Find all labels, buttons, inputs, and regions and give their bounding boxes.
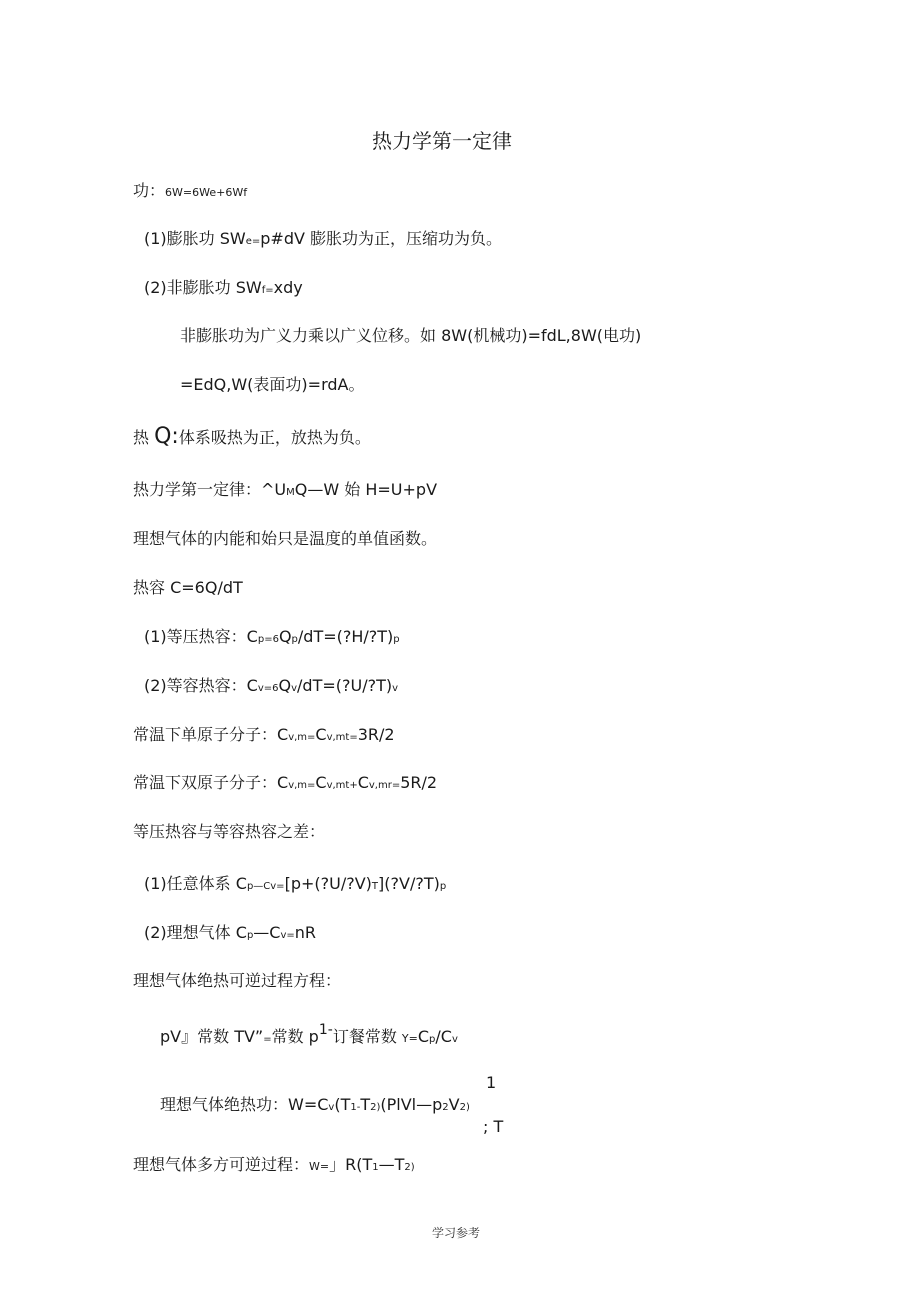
first-law: 热力学第一定律：^UMQ—W 始 H=U+pV bbox=[133, 480, 438, 499]
cv-definition: (2)等容热容：Cv=6Qv/dT=(?U/?T)v bbox=[144, 676, 399, 695]
expansion-work: (1)膨胀功 SWe=p#dV 膨胀功为正，压缩功为负。 bbox=[144, 229, 503, 248]
diatomic-cv: 常温下双原子分子：Cv,m=Cv,mt+Cv,mr=5R/2 bbox=[133, 773, 438, 792]
page-footer: 学习参考 bbox=[431, 1226, 480, 1240]
ideal-gas-note: 理想气体的内能和始只是温度的单值函数。 bbox=[133, 529, 438, 548]
cp-definition: (1)等压热容：Cp=6Qp/dT=(?H/?T)p bbox=[144, 627, 400, 646]
polytropic-work: 理想气体多方可逆过程：W=」R(T1—T2) bbox=[133, 1155, 415, 1174]
difference-ideal-gas: (2)理想气体 Cp—Cv=nR bbox=[144, 923, 317, 942]
monatomic-cv: 常温下单原子分子：Cv,m=Cv,mt=3R/2 bbox=[133, 725, 395, 744]
heat-capacity: 热容 C=6Q/dT bbox=[133, 578, 243, 597]
adiabatic-equation: pV』常数 TV”=常数 p1-订餐常数 Y=Cp/Cv bbox=[160, 1022, 458, 1046]
difference-any-system: (1)任意体系 Cp—Cv=[p+(?U/?V)T](?V/?T)p bbox=[144, 874, 447, 893]
work-definition: 功：6W=6We+6Wf bbox=[133, 181, 248, 200]
non-expansion-desc-2: =EdQ,W(表面功)=rdA。 bbox=[180, 375, 365, 394]
heat-definition: 热 Q:体系吸热为正，放热为负。 bbox=[133, 424, 371, 449]
capacity-difference-heading: 等压热容与等容热容之差： bbox=[133, 822, 326, 841]
page-title: 热力学第一定律 bbox=[372, 129, 512, 153]
adiabatic-work-fraction-top: 1 bbox=[486, 1073, 497, 1092]
adiabatic-heading: 理想气体绝热可逆过程方程： bbox=[133, 971, 342, 990]
adiabatic-work: 理想气体绝热功：W=Cv(T1-T2)(PlVl—p2V2) bbox=[160, 1095, 470, 1114]
non-expansion-work: (2)非膨胀功 SWf=xdy bbox=[144, 278, 303, 297]
non-expansion-desc-1: 非膨胀功为广义力乘以广义位移。如 8W(机械功)=fdL,8W(电功) bbox=[180, 326, 642, 345]
adiabatic-work-fraction-bottom: ; T bbox=[483, 1117, 504, 1136]
